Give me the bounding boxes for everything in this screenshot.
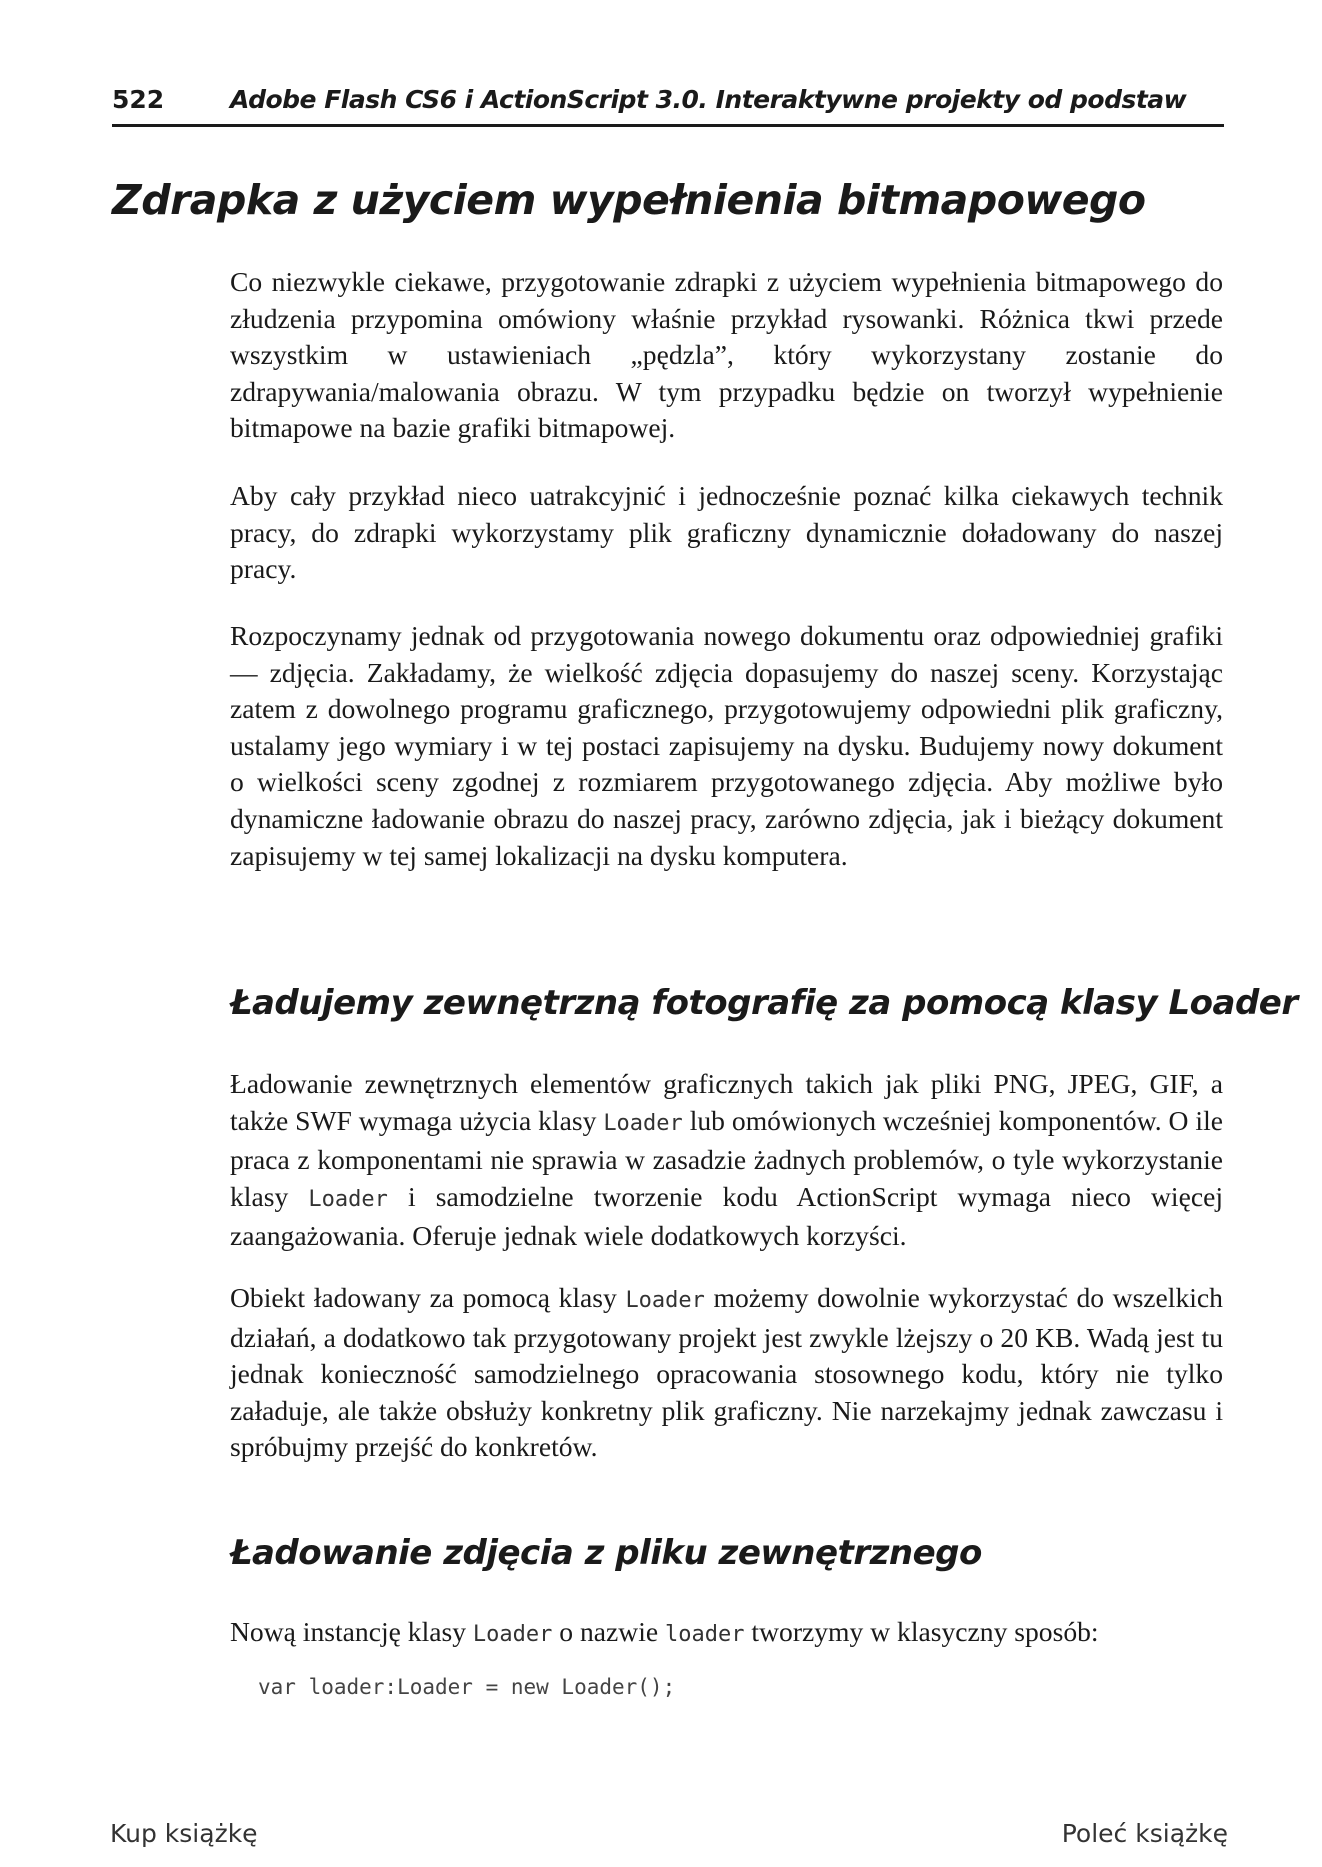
book-title: Adobe Flash CS6 i ActionScript 3.0. Interaktywne projekty od podstaw [230,85,1187,114]
text-run: tworzymy w klasyczny sposób: [744,1616,1099,1647]
text-run: i samodzielne tworzenie kodu ActionScript wymaga nieco więcej zaangażowania. Oferuje jednak wiele dodatkowych korzyści. [230,1180,1223,1252]
inline-code: Loader [472,1622,553,1647]
code-listing: var loader:Loader = new Loader(); [258,1675,676,1699]
text-run: lub omówionych wcześniej komponentów. O ile praca z komponentami nie sprawia w zasadzie żadnych problemów, o tyle wykorzystanie klasy [230,1104,1223,1212]
text-run: Obiekt ładowany za pomocą klasy [230,1282,626,1313]
inline-code: Loader [603,1110,683,1136]
body-paragraph-5 [230,1280,1223,1466]
subsection-title-external-file: Ładowanie zdjęcia z pliku zewnętrznego [230,1533,982,1573]
inline-code: Loader [625,1288,705,1313]
running-head [112,84,1224,127]
text-run: Nową instancję klasy [230,1616,473,1647]
text-run: Ładowanie zewnętrznych elementów graficznych takich jak pliki PNG, JPEG, GIF, a także SWF wymaga użycia klasy [230,1068,1223,1136]
inline-code: loader [665,1622,745,1647]
text-run: o nazwie [552,1616,666,1647]
body-paragraph-6 [230,1614,1223,1654]
recommend-book-link[interactable]: Poleć książkę [1061,1819,1228,1848]
body-paragraph-2: Aby cały przykład nieco uatrakcyjnić i jednocześnie poznać kilka ciekawych technik pracy, do zdrapki wykorzystamy plik graficzny dynamicznie doładowany do naszej pracy. [230,480,1223,585]
inline-code: Loader [308,1186,388,1212]
body-paragraph-3: Rozpoczynamy jednak od przygotowania nowego dokumentu oraz odpowiedniej grafiki — zdjęcia. Zakładamy, że wielkość zdjęcia dopasujemy do naszej sceny. Korzystając zatem z dowolnego programu graficznego, przygotowujemy odpowiedni plik graficzny, ustalamy jego wymiary i w tej postaci zapisujemy na dysku. Budujemy nowy dokument o wielkości sceny zgodnej z rozmiarem przygotowanego zdjęcia. Aby możliwe było dynamiczne ładowanie obrazu do naszej pracy, zarówno zdjęcia, jak i bieżący dokument zapisujemy w tej samej lokalizacji na dysku komputera. [230,620,1223,871]
buy-book-link[interactable]: Kup książkę [110,1819,258,1848]
subsection-title-loader: Ładujemy zewnętrzną fotografię za pomocą klasy Loader [230,983,1298,1023]
text-run: możemy dowolnie wykorzystać do wszelkich działań, a dodatkowo tak przygotowany projekt jest zwykle lżejszy o 20 KB. Wadą jest tu jednak konieczność samodzielnego opracowania stosownego kodu, który nie tylko załaduje, ale także obsłuży konkretny plik graficzny. Nie narzekajmy jednak zawczasu i spróbujmy przejść do konkretów. [230,1282,1223,1463]
body-paragraph-1: Co niezwykle ciekawe, przygotowanie zdrapki z użyciem wypełnienia bitmapowego do złudzenia przypomina omówiony właśnie przykład rysowanki. Różnica tkwi przede wszystkim w ustawieniach „pędzla”, który wykorzystany zostanie do zdrapywania/malowania obrazu. W tym przypadku będzie on tworzył wypełnienie bitmapowe na bazie grafiki bitmapowej. [230,266,1223,444]
section-title: Zdrapka z użyciem wypełnienia bitmapowego [112,176,1146,224]
page-number: 522 [112,85,165,114]
body-paragraph-4 [230,1066,1223,1255]
